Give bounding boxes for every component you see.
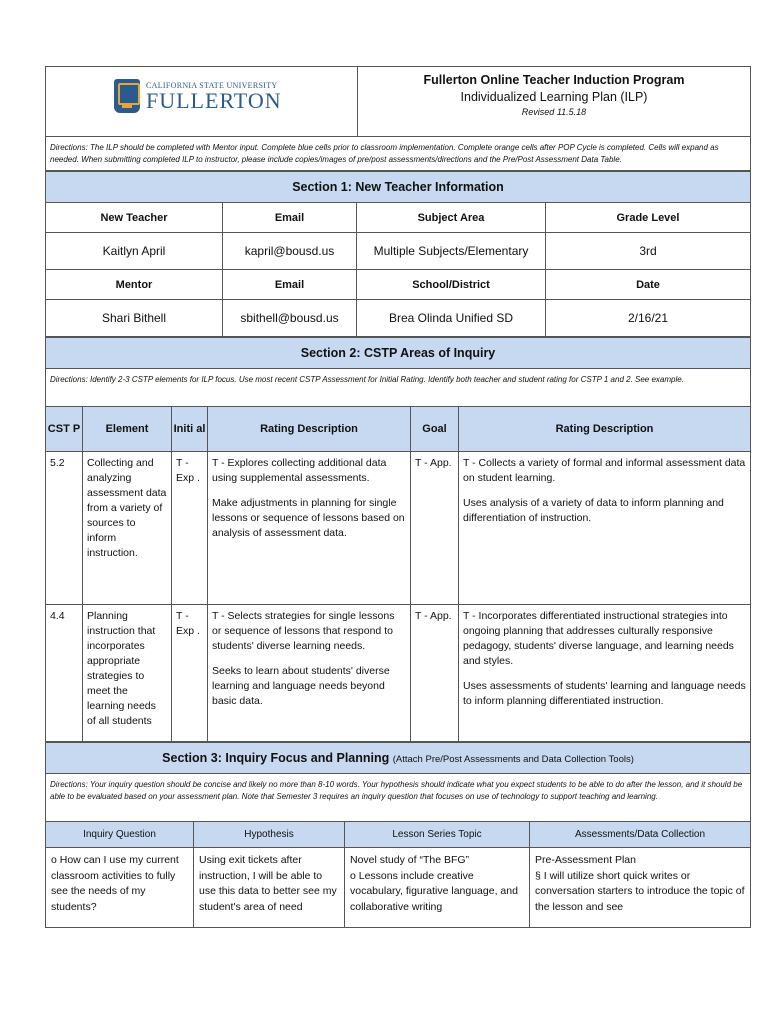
- section3-directions: Directions: Your inquiry question should be concise and likely no more than 8-10 words. Your hypothesis should indicate what you expect students to be able to do after the lesson, and it should be able to be evaluated based on your assessment plan. Note that Semester 3 requires an inquiry question that focuses on use of technology to support teaching and learning.: [46, 774, 751, 822]
- section2-table: [45, 337, 751, 742]
- element-text: Collecting and analyzing assessment data from a variety of sources to inform instruction.: [83, 452, 172, 605]
- table-row: [46, 452, 751, 605]
- header-inquiry-question: Inquiry Question: [46, 822, 194, 848]
- section3-title: Section 3: Inquiry Focus and Planning: [162, 751, 390, 765]
- section1-title: Section 1: New Teacher Information: [46, 172, 751, 203]
- value-new-teacher: Kaitlyn April: [46, 233, 223, 270]
- goal-rating: T - App.: [411, 605, 459, 742]
- logo-big-text: FULLERTON: [146, 87, 282, 113]
- cstp-number: 5.2: [46, 452, 83, 605]
- assessment-plan-title: Pre-Assessment Plan: [535, 854, 636, 866]
- value-date: 2/16/21: [546, 300, 751, 337]
- header-element: Element: [83, 407, 172, 452]
- logo-small-text: CALIFORNIA STATE UNIVERSITY: [146, 80, 278, 90]
- ilp-document: [45, 66, 750, 928]
- label-mentor: Mentor: [46, 270, 223, 300]
- value-subject-area: Multiple Subjects/Elementary: [357, 233, 546, 270]
- goal-rating: T - App.: [411, 452, 459, 605]
- header-goal: Goal: [411, 407, 459, 452]
- goal-description: [459, 452, 751, 605]
- value-mentor: Shari Bithell: [46, 300, 223, 337]
- initial-rating: T - Exp .: [172, 605, 208, 742]
- section2-directions: Directions: Identify 2-3 CSTP elements for ILP focus. Use most recent CSTP Assessment for Initial Rating. Identify both teacher and student rating for CSTP 1 and 2. See example.: [46, 369, 751, 407]
- initial-description-a: T - Explores collecting additional data using supplemental assessments.: [212, 457, 387, 484]
- lesson-series-topic: [345, 848, 530, 928]
- assessments-data-collection: [530, 848, 751, 928]
- goal-description-a: T - Collects a variety of formal and informal assessment data on student learning.: [463, 457, 746, 484]
- header-cstp: CST P: [46, 407, 83, 452]
- header-lesson-series-topic: Lesson Series Topic: [345, 822, 530, 848]
- header-rating-description-initial: Rating Description: [208, 407, 411, 452]
- inquiry-question: o How can I use my current classroom activities to fully see the needs of my students?: [46, 848, 194, 928]
- initial-description-b: Make adjustments in planning for single lessons or sequence of lessons based on analysis of assessment data.: [212, 497, 405, 539]
- program-title: Fullerton Online Teacher Induction Program: [423, 73, 685, 87]
- label-mentor-email: Email: [223, 270, 357, 300]
- topic-title: Novel study of “The BFG”: [350, 854, 470, 866]
- value-school-district: Brea Olinda Unified SD: [357, 300, 546, 337]
- label-subject-area: Subject Area: [357, 203, 546, 233]
- initial-description: [208, 452, 411, 605]
- value-mentor-email: sbithell@bousd.us: [223, 300, 357, 337]
- section3-title-cell: [46, 743, 751, 774]
- initial-description-a: T - Selects strategies for single lessons or sequence of lessons that respond to students' diverse learning needs.: [212, 610, 395, 652]
- label-grade-level: Grade Level: [546, 203, 751, 233]
- program-title-cell: [358, 67, 751, 137]
- university-seal-icon: [114, 79, 140, 113]
- section3-table: [45, 742, 751, 928]
- table-row: [46, 605, 751, 742]
- topic-detail: o Lessons include creative vocabulary, figurative language, and collaborative writing: [350, 869, 518, 913]
- value-grade-level: 3rd: [546, 233, 751, 270]
- header-initial: Initi al: [172, 407, 208, 452]
- label-new-teacher: New Teacher: [46, 203, 223, 233]
- hypothesis: Using exit tickets after instruction, I will be able to use this data to better see my student's area of need: [194, 848, 345, 928]
- university-logo: [114, 79, 282, 113]
- directions-top: Directions: The ILP should be completed with Mentor input. Complete blue cells prior to classroom implementation. Complete orange cells after POP Cycle is completed. Cells will expand as needed. When submitting completed ILP to instructor, please include copies/images of pre/post assessments/directions and the Pre/Post Assessment Data Table.: [46, 137, 751, 171]
- goal-description-b: Uses assessments of students' learning and language needs to inform planning differentiated instruction.: [463, 680, 746, 707]
- label-school-district: School/District: [357, 270, 546, 300]
- initial-description-b: Seeks to learn about students' diverse learning and language needs beyond basic data.: [212, 665, 390, 707]
- assessment-plan-detail: § I will utilize short quick writes or conversation starters to introduce the topic of the lesson and see: [535, 869, 745, 913]
- header-hypothesis: Hypothesis: [194, 822, 345, 848]
- label-date: Date: [546, 270, 751, 300]
- goal-description: [459, 605, 751, 742]
- logo-cell: [46, 67, 358, 137]
- cstp-number: 4.4: [46, 605, 83, 742]
- value-teacher-email: kapril@bousd.us: [223, 233, 357, 270]
- section3-title-note: (Attach Pre/Post Assessments and Data Collection Tools): [392, 754, 634, 765]
- initial-description: [208, 605, 411, 742]
- revised-date: Revised 11.5.18: [521, 107, 587, 117]
- plan-title: Individualized Learning Plan (ILP): [460, 90, 648, 104]
- header-rating-description-goal: Rating Description: [459, 407, 751, 452]
- label-email: Email: [223, 203, 357, 233]
- initial-rating: T - Exp .: [172, 452, 208, 605]
- element-text: Planning instruction that incorporates appropriate strategies to meet the learning needs of all students: [83, 605, 172, 742]
- goal-description-b: Uses analysis of a variety of data to inform planning and differentiation of instruction.: [463, 497, 724, 524]
- section1-table: [45, 171, 751, 337]
- header-assessments: Assessments/Data Collection: [530, 822, 751, 848]
- section2-title: Section 2: CSTP Areas of Inquiry: [46, 338, 751, 369]
- goal-description-a: T - Incorporates differentiated instructional strategies into ongoing planning that addresses culturally responsive pedagogy, students' diverse language, and learning needs and styles.: [463, 610, 734, 667]
- header-table: [45, 66, 751, 171]
